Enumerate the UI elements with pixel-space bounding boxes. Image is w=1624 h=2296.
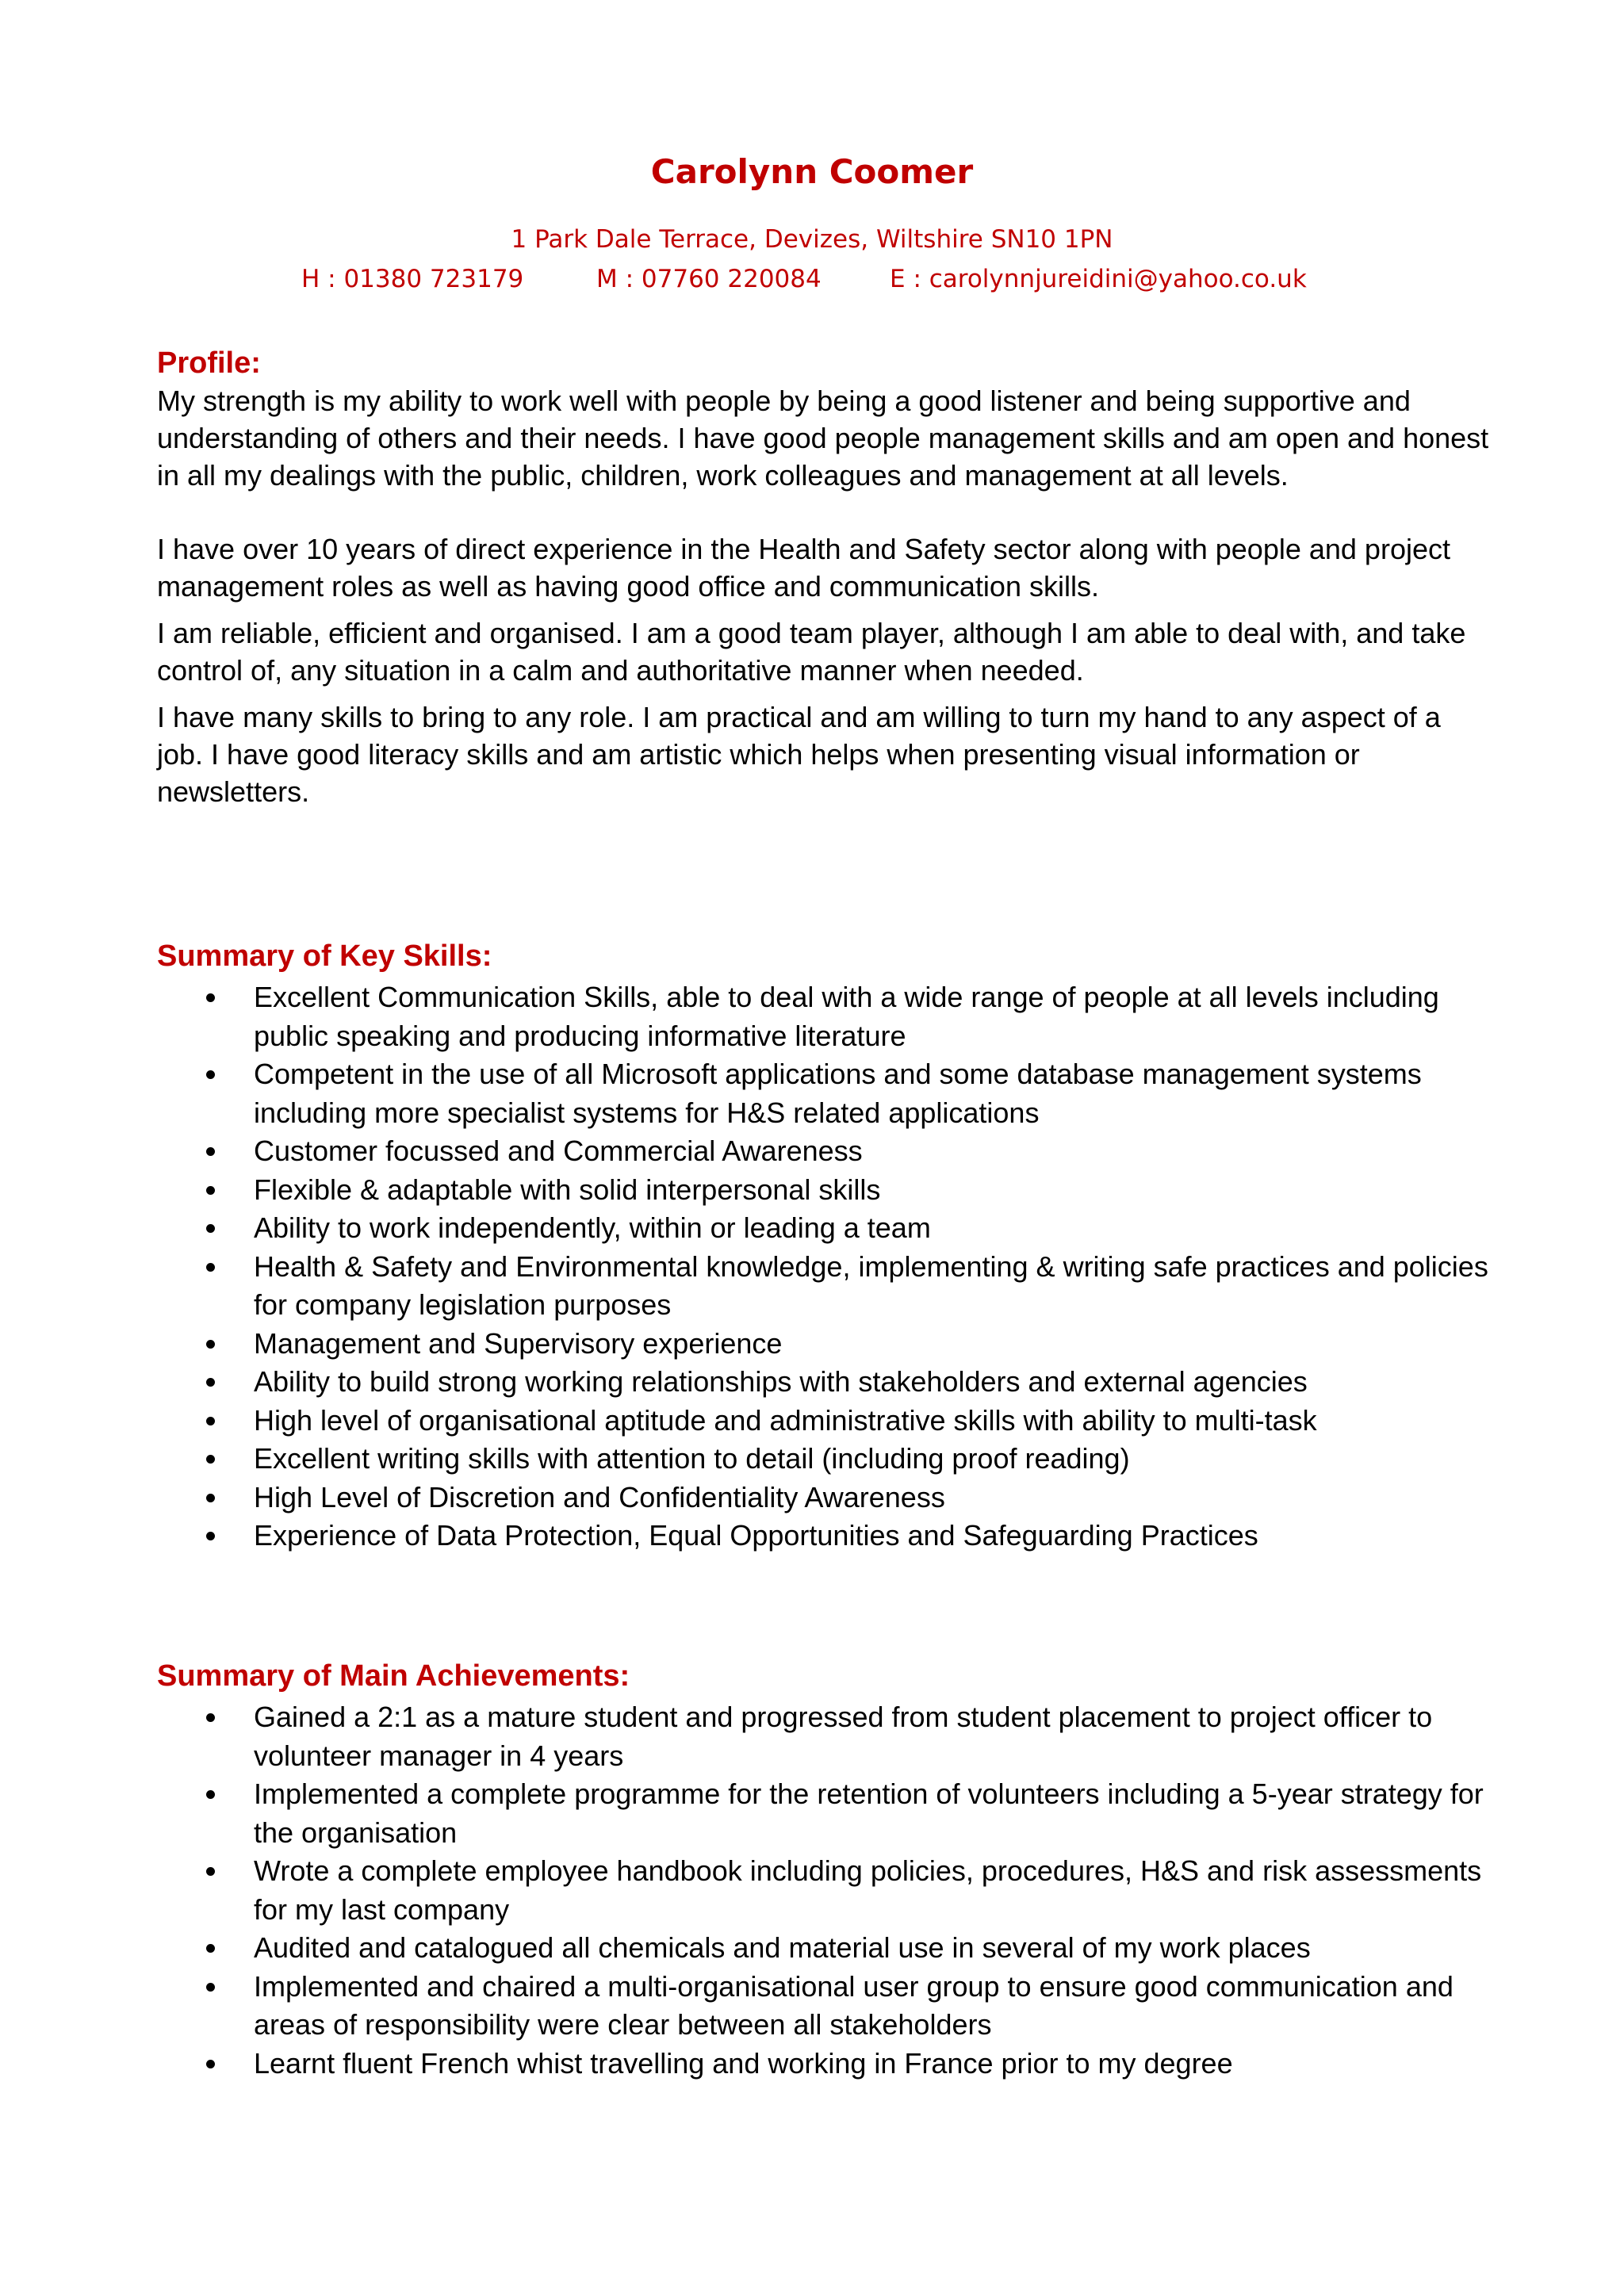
bullet-icon bbox=[206, 1224, 215, 1233]
profile-paragraph: I am reliable, efficient and organised. I am a good team player, although I am able to deal with, and take control of, any situation in a calm and authoritative manner when needed. bbox=[157, 617, 1466, 687]
list-item: Wrote a complete employee handbook including policies, procedures, H&S and risk assessments for my last company bbox=[157, 1852, 1489, 1929]
profile-paragraph: I have over 10 years of direct experience in the Health and Safety sector along with people and project management roles as well as having good office and communication skills. bbox=[157, 533, 1450, 603]
key-skills-list bbox=[157, 978, 1489, 1556]
bullet-icon bbox=[206, 1983, 215, 1992]
home-phone: H : 01380 723179 bbox=[301, 265, 524, 293]
achievements-list bbox=[157, 1698, 1489, 2083]
list-item: Excellent writing skills with attention to detail (including proof reading) bbox=[157, 1440, 1489, 1479]
contact-details bbox=[0, 265, 1624, 300]
bullet-icon bbox=[206, 1455, 215, 1464]
list-item: Learnt fluent French whist travelling and working in France prior to my degree bbox=[157, 2045, 1489, 2084]
list-item: Implemented and chaired a multi-organisational user group to ensure good communication and areas of responsibility were clear between all stakeholders bbox=[157, 1968, 1489, 2045]
bullet-icon bbox=[206, 993, 215, 1002]
profile-section bbox=[157, 344, 1489, 810]
bullet-icon bbox=[206, 1532, 215, 1540]
profile-paragraph: My strength is my ability to work well with people by being a good listener and being supportive and understanding of others and their needs. I have good people management skills and am open and honest in all my dealings with the public, children, work colleagues and management at all levels. bbox=[157, 385, 1489, 492]
achievements-heading: Summary of Main Achievements: bbox=[157, 1659, 630, 1693]
list-item: High Level of Discretion and Confidentiality Awareness bbox=[157, 1479, 1489, 1517]
bullet-icon bbox=[206, 1378, 215, 1387]
bullet-icon bbox=[206, 1070, 215, 1079]
key-skills-heading: Summary of Key Skills: bbox=[157, 939, 492, 973]
bullet-icon bbox=[206, 1340, 215, 1349]
list-item: Ability to build strong working relationships with stakeholders and external agencies bbox=[157, 1363, 1489, 1402]
candidate-name: Carolynn Coomer bbox=[650, 152, 974, 191]
bullet-icon bbox=[206, 1147, 215, 1156]
achievements-section bbox=[157, 1657, 1489, 2083]
mobile-phone: M : 07760 220084 bbox=[596, 265, 822, 293]
bullet-icon bbox=[206, 1790, 215, 1799]
list-item: Audited and catalogued all chemicals and material use in several of my work places bbox=[157, 1929, 1489, 1968]
profile-heading: Profile: bbox=[157, 346, 261, 380]
bullet-icon bbox=[206, 1867, 215, 1876]
bullet-icon bbox=[206, 1494, 215, 1502]
bullet-icon bbox=[206, 2060, 215, 2068]
list-item: Implemented a complete programme for the retention of volunteers including a 5-year strategy for the organisation bbox=[157, 1775, 1489, 1852]
bullet-icon bbox=[206, 1417, 215, 1425]
list-item: Ability to work independently, within or leading a team bbox=[157, 1209, 1489, 1248]
profile-paragraph: I have many skills to bring to any role. I am practical and am willing to turn my hand to any aspect of a job. I have good literacy skills and am artistic which helps when presenting visual information or newsletters. bbox=[157, 701, 1441, 808]
bullet-icon bbox=[206, 1944, 215, 1953]
list-item: Competent in the use of all Microsoft applications and some database management systems including more specialist systems for H&S related applications bbox=[157, 1055, 1489, 1132]
bullet-icon bbox=[206, 1263, 215, 1272]
bullet-icon bbox=[206, 1713, 215, 1722]
list-item: Management and Supervisory experience bbox=[157, 1325, 1489, 1364]
email-address: E : carolynnjureidini@yahoo.co.uk bbox=[890, 265, 1307, 293]
bullet-icon bbox=[206, 1186, 215, 1195]
list-item: High level of organisational aptitude and administrative skills with ability to multi-task bbox=[157, 1402, 1489, 1441]
list-item: Flexible & adaptable with solid interpersonal skills bbox=[157, 1171, 1489, 1210]
list-item: Health & Safety and Environmental knowledge, implementing & writing safe practices and policies for company legislation purposes bbox=[157, 1248, 1489, 1325]
key-skills-section bbox=[157, 937, 1489, 1556]
list-item: Excellent Communication Skills, able to deal with a wide range of people at all levels including public speaking and producing informative literature bbox=[157, 978, 1489, 1055]
list-item: Experience of Data Protection, Equal Opportunities and Safeguarding Practices bbox=[157, 1517, 1489, 1556]
list-item: Customer focussed and Commercial Awareness bbox=[157, 1132, 1489, 1171]
list-item: Gained a 2:1 as a mature student and progressed from student placement to project officer to volunteer manager in 4 years bbox=[157, 1698, 1489, 1775]
postal-address: 1 Park Dale Terrace, Devizes, Wiltshire SN10 1PN bbox=[511, 225, 1113, 254]
